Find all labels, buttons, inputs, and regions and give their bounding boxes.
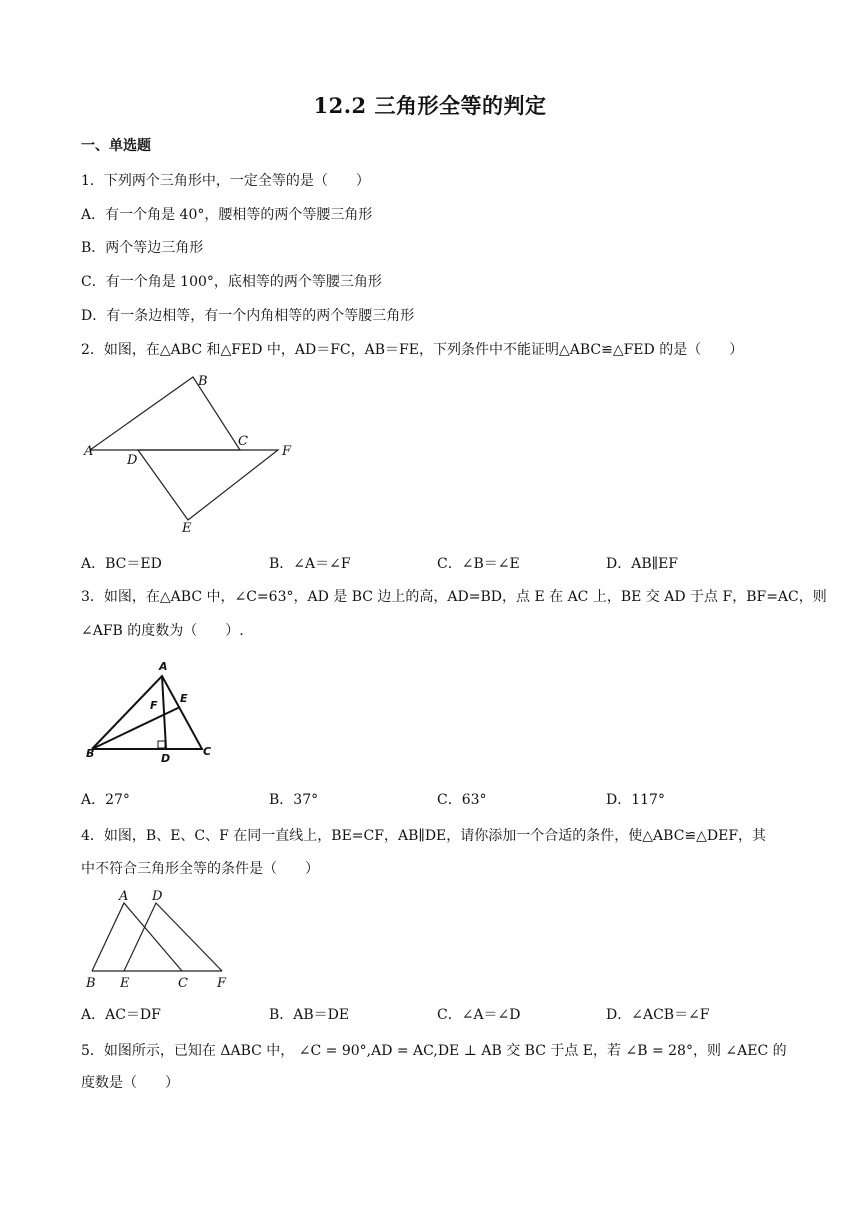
q2-label-a: A <box>84 444 94 459</box>
q5-math-angle-b: ∠B = 28° <box>625 1043 693 1059</box>
q2-option-d: D．AB∥EF <box>606 556 679 572</box>
q2-stem: 2．如图，在△ABC 和△FED 中，AD＝FC，AB＝FE，下列条件中不能证明△ABC≌△FED 的是（ ） <box>81 342 744 358</box>
q4-figure <box>80 886 240 996</box>
q2-label-e: E <box>182 521 192 536</box>
q3-label-e: E <box>180 692 188 705</box>
q2-label-b: B <box>198 374 208 389</box>
section-heading: 一、单选题 <box>81 138 151 154</box>
q3-stem-line2: ∠AFB 的度数为（ ）. <box>81 623 244 639</box>
q4-option-c: C．∠A＝∠D <box>437 1007 521 1023</box>
q1-option-b: B．两个等边三角形 <box>81 240 204 256</box>
q4-label-d: D <box>152 889 163 904</box>
q2-label-f: F <box>282 444 292 459</box>
q3-label-a: A <box>159 660 168 673</box>
q2-label-c: C <box>238 434 248 449</box>
q4-stem-line2: 中不符合三角形全等的条件是（ ） <box>81 861 319 877</box>
q3-label-c: C <box>203 745 212 758</box>
q2-figure <box>78 370 308 540</box>
q1-stem: 1．下列两个三角形中，一定全等的是（ ） <box>81 173 370 189</box>
q4-label-a: A <box>119 889 129 904</box>
q5-stem-line2: 度数是（ ） <box>81 1075 179 1091</box>
q5-stem-line1 <box>81 1040 787 1060</box>
q1-option-c: C．有一个角是 100°，底相等的两个等腰三角形 <box>81 274 382 290</box>
q3-figure <box>82 656 222 766</box>
q3-option-a: A．27° <box>81 792 130 808</box>
q4-label-f: F <box>217 976 227 991</box>
q2-option-a: A．BC＝ED <box>81 556 162 572</box>
q2-option-c: C．∠B＝∠E <box>437 556 520 572</box>
q4-option-d: D．∠ACB＝∠F <box>606 1007 710 1023</box>
q5-math-angle-aec: ∠AEC <box>725 1043 769 1059</box>
q3-label-d: D <box>161 752 171 765</box>
q4-option-a: A．AC＝DF <box>81 1007 161 1023</box>
q5-text-3: 交 BC 于点 E，若 <box>501 1043 626 1059</box>
q1-option-a: A．有一个角是 40°，腰相等的两个等腰三角形 <box>81 207 373 223</box>
q3-label-f: F <box>150 699 158 712</box>
q4-label-e: E <box>120 976 130 991</box>
q2-label-d: D <box>127 453 138 468</box>
q3-label-b: B <box>86 747 95 760</box>
q4-stem-line1: 4．如图，B、E、C、F 在同一直线上，BE=CF，AB∥DE，请你添加一个合适的条件，使△ABC≌△DEF，其 <box>81 828 767 844</box>
q5-math-conditions: ∠C = 90°,AD = AC,DE ⊥ AB <box>298 1043 502 1059</box>
q5-text-4: ，则 <box>692 1043 726 1059</box>
q4-label-c: C <box>178 976 188 991</box>
q1-option-d: D．有一条边相等，有一个内角相等的两个等腰三角形 <box>81 308 415 324</box>
q5-text-2: 中， <box>261 1043 299 1059</box>
q3-option-d: D．117° <box>606 792 665 808</box>
q5-text-1: 5．如图所示，已知在 <box>81 1043 221 1059</box>
q4-option-b: B．AB＝DE <box>269 1007 350 1023</box>
q2-option-b: B．∠A＝∠F <box>269 556 351 572</box>
q3-option-b: B．37° <box>269 792 319 808</box>
q3-stem-line1: 3．如图，在△ABC 中，∠C=63°，AD 是 BC 边上的高，AD=BD，点 E 在 AC 上，BE 交 AD 于点 F，BF=AC，则 <box>81 589 827 605</box>
q4-label-b: B <box>86 976 96 991</box>
q5-math-triangle: ΔABC <box>220 1043 262 1059</box>
q5-text-5: 的 <box>768 1043 787 1059</box>
q3-option-c: C．63° <box>437 792 487 808</box>
page-title: 12.2 三角形全等的判定 <box>313 93 547 118</box>
